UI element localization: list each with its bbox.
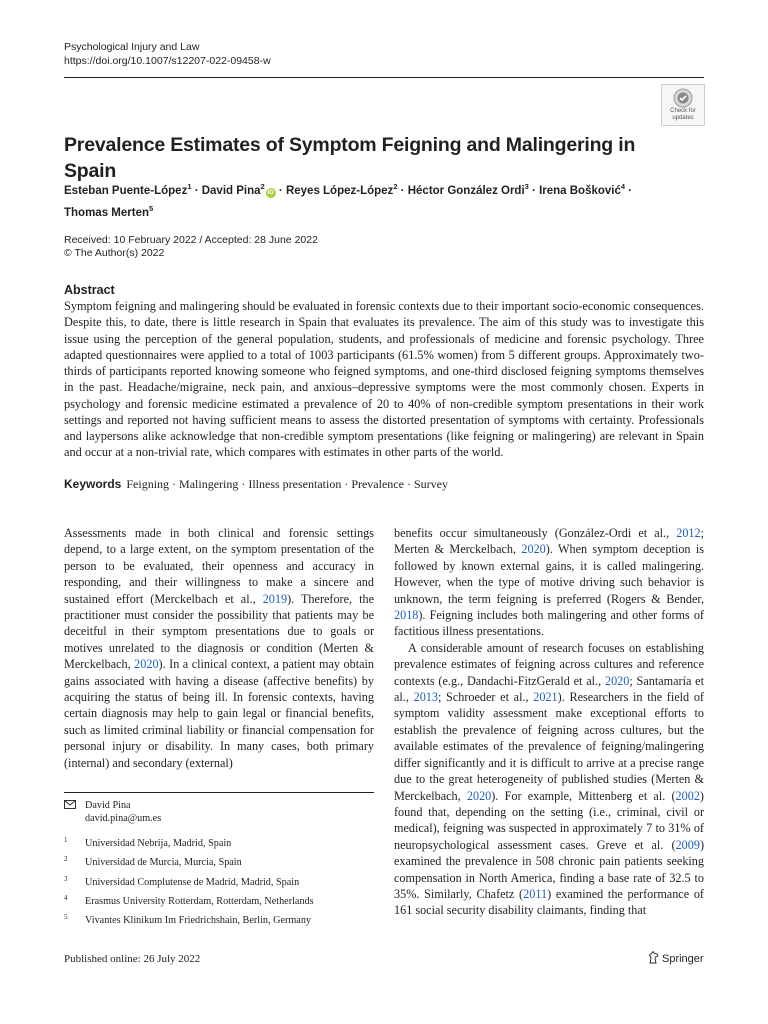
- body-paragraph: [394, 640, 704, 919]
- affiliation-text: Universidad Complutense de Madrid, Madrid, Spain: [85, 876, 300, 888]
- text-run: ) examined the prevalence in 508 chronic pain patients seeking compensation in North America, finding a base rate of 32.5 to 35%. Similarly, Chafetz (: [394, 837, 704, 901]
- article-dates: [64, 234, 318, 260]
- text-run: ). In a clinical context, a patient may obtain gains associated with having a disease (affective benefits) by acquiring the status of being ill. In forensic contexts, having certain diagnosis may help to gain legal or financial benefits, such as limited criminal liability or financial compensation for personal injury or disability. In many cases, both primary (internal) and secondary (external): [64, 657, 374, 770]
- author-name[interactable]: Héctor González Ordi: [407, 184, 525, 197]
- citation-link[interactable]: 2013: [413, 690, 438, 705]
- text-run: ; Schroeder et al.,: [437, 690, 534, 705]
- author-affiliation-number: 4: [620, 182, 626, 191]
- text-run: ) found that, depending on the setting (i.e., criminal, civil or medical), feigning was suspected in approximately 7 to 31% of neuropsychological assessment cases. Greve et al. (: [394, 788, 704, 852]
- author-name[interactable]: Irena Bošković: [539, 184, 621, 197]
- citation-link[interactable]: 2020: [134, 657, 159, 672]
- affiliation-item: [64, 874, 374, 896]
- badge-line2: updates: [672, 114, 694, 121]
- affiliation-text: Erasmus University Rotterdam, Rotterdam, Netherlands: [85, 895, 314, 907]
- author-affiliation-number: 5: [149, 203, 154, 213]
- copyright: © The Author(s) 2022: [64, 247, 165, 259]
- text-run: ). For example, Mittenberg et al. (: [491, 788, 676, 803]
- text-run: Assessments made in both clinical and forensic settings depend, to a large extent, on the symptom presentation of the person to be evaluated, their openness and accuracy in responding, and their willingness to make a sincere and sustained effort (Merckelbach et al.,: [64, 526, 374, 606]
- affiliation-item: [64, 893, 374, 915]
- text-run: ). Researchers in the field of symptom validity assessment make exceptional efforts to establish the prevalence of feigning across cultures, but the available estimates of the prevalence of feigning/malingering differ significantly and it is difficult to arrive at a precise range due to the great heterogeneity of published studies (Merten & Merckelbach,: [394, 690, 704, 803]
- text-run: benefits occur simultaneously (González-Ordi et al.,: [394, 526, 677, 540]
- keywords-text: Feigning · Malingering · Illness presentation · Prevalence · Survey: [126, 477, 448, 491]
- author-affiliation-number: 1: [187, 182, 192, 191]
- affiliation-number: 3: [64, 874, 68, 883]
- abstract-text: Symptom feigning and malingering should be evaluated in forensic contexts due to their important socio-economic consequences. Despite this, to date, there is little research in Spain that evaluates its prevalence. The aim of this study was to investigate this issue using the perception of the general population, students, and professionals of medicine and forensic psychology. Three adapted questionnaires were applied to a total of 1003 participants (61.5% women) from 5 different groups. Approximately two-thirds of participants reported knowing someone who feigned symptoms, and one-third disclosed feigning symptoms themselves in the past. Headache/migraine, neck pain, and anxious–depressive symptoms were the most commonly chosen. Experts in psychology and forensic medicine estimated a prevalence of 20 to 40% of non-credible symptom presentations in their work settings and reported not having sufficient means to assess the distorted presentation of symptoms with certainty. Professionals and laypersons alike acknowledge that non-credible symptom presentations (like feigning or malingering) are relevant in Spain and occur at a non-trivial rate, which compares with estimates in other parts of the world.: [64, 299, 704, 460]
- citation-link[interactable]: 2020: [521, 542, 546, 557]
- body-paragraph: [64, 525, 374, 771]
- envelope-icon: [64, 800, 76, 809]
- check-for-updates-badge[interactable]: [661, 84, 705, 126]
- affiliation-number: 5: [64, 913, 68, 922]
- text-run: ; Merten & Merckelbach,: [394, 526, 704, 557]
- corresponding-author-name: David Pina: [85, 800, 131, 811]
- citation-link[interactable]: 2020: [466, 788, 492, 803]
- author-list: Esteban Puente-López$^1$ · David Pina$^2$iD · Reyes López-López$^2$ · Héctor González Ordi$^3$ · Irena Bošković$^4$ · Thomas Merten$^5$: [64, 182, 633, 219]
- author-affiliation-number: 2: [260, 182, 265, 191]
- citation-link[interactable]: 2011: [523, 886, 548, 901]
- journal-name: Psychological Injury and Law: [64, 41, 200, 53]
- citation-link[interactable]: 2020: [604, 673, 630, 688]
- springer-horse-icon: [648, 951, 659, 964]
- check-for-updates-icon: [673, 88, 693, 108]
- affiliation-number: 4: [64, 893, 68, 902]
- author-affiliation-number: 3: [524, 182, 529, 191]
- citation-link[interactable]: 2018: [394, 608, 419, 623]
- received-accepted: Received: 10 February 2022 / Accepted: 28 June 2022: [64, 234, 318, 246]
- author-affiliation-number: 2: [393, 182, 398, 191]
- badge-line1: Check for: [670, 108, 696, 114]
- keywords: [64, 477, 448, 492]
- text-run: ; Santamaría et al.,: [394, 673, 704, 705]
- affiliation-item: [64, 915, 374, 934]
- affiliation-number: 1: [64, 836, 68, 844]
- citation-link[interactable]: 2012: [676, 526, 701, 540]
- body-right-column: [394, 525, 704, 919]
- author-name[interactable]: Reyes López-López: [285, 184, 394, 197]
- journal-header: [64, 40, 704, 68]
- citation-link[interactable]: 2009: [675, 837, 700, 852]
- affiliation-text: Vivantes Klinikum Im Friedrichshain, Berlin, Germany: [85, 915, 312, 927]
- text-run: ). When symptom deception is followed by known external gains, it is called malingering. However, when the type of motive driving such behavior is unknown, the term feigning is preferred (Rogers & Bender,: [394, 542, 704, 606]
- publisher-name: Springer: [662, 953, 704, 965]
- article-title: Prevalence Estimates of Symptom Feigning and Malingering in Spain: [64, 134, 636, 182]
- keywords-label: Keywords: [64, 477, 122, 491]
- author-name[interactable]: Esteban Puente-López: [64, 184, 188, 197]
- text-run: ) examined the performance of 161 social security disability claimants, finding that: [394, 886, 704, 918]
- affiliation-text: Universidad de Murcia, Murcia, Spain: [85, 857, 242, 869]
- affiliation-item: [64, 857, 374, 876]
- author-name[interactable]: David Pina: [201, 184, 261, 197]
- abstract-heading: Abstract: [64, 283, 115, 297]
- text-run: ). Feigning includes both malingering and other forms of factitious illness presentations.: [394, 608, 704, 639]
- affiliations: [64, 838, 374, 934]
- footnote-rule: [64, 792, 374, 793]
- affiliation-text: Universidad Nebrija, Madrid, Spain: [85, 838, 232, 849]
- published-online: Published online: 26 July 2022: [64, 953, 201, 965]
- body-left-column: [64, 525, 374, 771]
- orcid-icon[interactable]: iD: [267, 188, 274, 196]
- citation-link[interactable]: 2002: [675, 788, 700, 803]
- citation-link[interactable]: 2019: [262, 591, 288, 606]
- citation-link[interactable]: 2021: [533, 690, 558, 705]
- corresponding-author-email[interactable]: david.pina@um.es: [85, 813, 162, 824]
- doi-link[interactable]: https://doi.org/10.1007/s12207-022-09458-w: [64, 55, 271, 67]
- affiliation-number: 2: [64, 855, 68, 864]
- header-rule: [64, 77, 704, 78]
- body-paragraph: [394, 525, 704, 640]
- affiliation-item: [64, 838, 374, 857]
- text-run: ). Therefore, the practitioner must consider the possibility that patients may be deceitful in their symptom presentations due to goals or motives unrelated to the diagnosis or condition (Merten & Merckelbach,: [64, 591, 374, 672]
- author-name[interactable]: Thomas Merten: [64, 206, 149, 219]
- text-run: A considerable amount of research focuses on establishing prevalence estimates of feigning across cultures and reference contexts (e.g., Dandachi-FitzGerald et al.,: [394, 640, 704, 688]
- publisher-logo: [648, 951, 704, 965]
